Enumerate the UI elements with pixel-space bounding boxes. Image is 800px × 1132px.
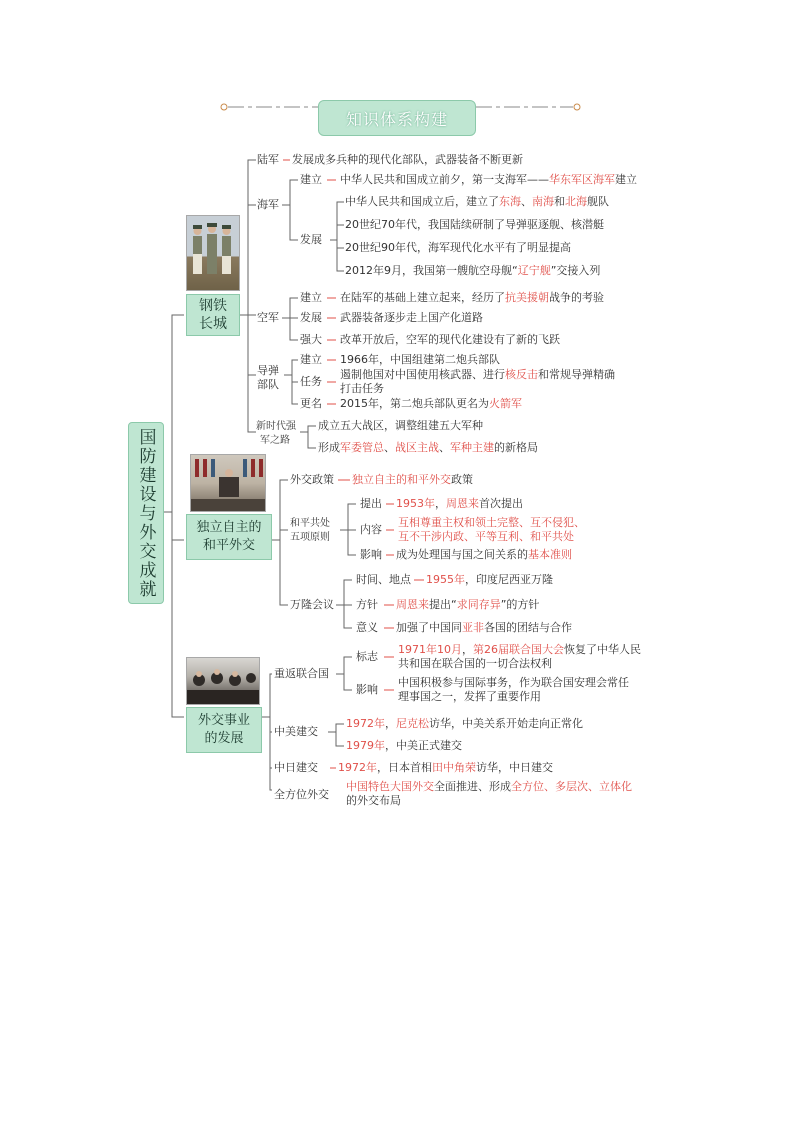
airforce-dev-label: 发展 [300,311,322,324]
navy-label: 海军 [257,198,279,211]
branch-node-great-wall [186,294,240,336]
root-label: 国防建设与外交成就 [135,427,156,599]
conference-photo [190,454,266,512]
all-round-text-2: 的外交布局 [346,794,401,807]
branch3-label-2: 的发展 [204,731,244,746]
airforce-build-label: 建立 [300,291,322,304]
root-node [128,422,164,604]
branch1-label: 钢铁长城 [199,298,227,332]
us-line-2: 1979年，中美正式建交 [346,739,462,752]
airforce-label: 空军 [257,311,279,324]
un-assembly-illustration [187,658,260,705]
us-label: 中美建交 [274,725,318,738]
navy-dev-1: 中华人民共和国成立后，建立了东海、南海和北海舰队 [345,195,609,208]
five-principles-label-1: 和平共处 [290,518,330,529]
airforce-strong-text: 改革开放后，空军的现代化建设有了新的飞跃 [340,333,560,346]
navy-dev-4: 2012年9月，我国第一艘航空母舰“辽宁舰”交接入列 [345,264,601,277]
navy-dev-3: 20世纪90年代，海军现代化水平有了明显提高 [345,241,571,254]
un-sign-text-2: 共和国在联合国的一切合法权利 [398,657,552,670]
newera-line-2: 形成军委管总、战区主战、军种主建的新格局 [318,441,538,454]
branch-node-peace-diplomacy [186,514,272,560]
five-effect-text: 成为处理国与国之间关系的基本准则 [396,548,572,561]
five-content-line-1: 互相尊重主权和领土完整、互不侵犯、 [398,516,585,529]
bandung-meaning-label: 意义 [356,621,378,634]
navy-dev-label: 发展 [300,233,322,246]
section-title: 知识体系构建 [318,100,476,136]
policy-text: 独立自主的和平外交政策 [352,473,473,486]
missile-task-text: 遏制他国对中国使用核武器、进行核反击和常规导弹精确 [340,368,615,381]
soldiers-photo [186,215,240,291]
missile-task-label: 任务 [300,375,322,388]
army-text: 发展成多兵种的现代化部队，武器装备不断更新 [292,153,523,166]
bandung-policy-label: 方针 [356,598,378,611]
bandung-policy-text: 周恩来提出“求同存异”的方针 [396,598,540,611]
airforce-build-text: 在陆军的基础上建立起来，经历了抗美援朝战争的考验 [340,291,604,304]
branch-node-diplomacy-development [186,707,262,753]
bandung-time-label: 时间、地点 [356,573,411,586]
missile-label-2: 部队 [257,378,279,391]
japan-label: 中日建交 [274,761,318,774]
five-effect-label: 影响 [360,548,382,561]
branch3-label-1: 外交事业 [197,713,250,728]
all-round-text: 中国特色大国外交全面推进、形成全方位、多层次、立体化 [346,780,632,793]
bandung-meaning-text: 加强了中国同亚非各国的团结与合作 [396,621,572,634]
five-principles-label-2: 五项原则 [290,532,330,543]
conference-illustration [191,455,266,512]
soldiers-illustration [187,216,240,291]
branch2-label-1: 独立自主的 [196,520,262,535]
policy-label: 外交政策 [290,473,334,486]
us-line-1: 1972年，尼克松访华，中美关系开始走向正常化 [346,717,583,730]
missile-build-label: 建立 [300,353,322,366]
missile-label-1: 导弹 [257,364,279,377]
un-assembly-photo [186,657,260,705]
navy-build-label: 建立 [300,173,322,186]
un-sign-label: 标志 [356,650,378,663]
un-effect-line-1: 中国积极参与国际事务，作为联合国安理会常任 [398,676,629,689]
airforce-strong-label: 强大 [300,333,322,346]
army-label: 陆军 [257,153,279,166]
bandung-time-text: 1955年，印度尼西亚万隆 [426,573,553,586]
airforce-dev-text: 武器装备逐步走上国产化道路 [340,311,483,324]
five-content-line-2: 互不干涉内政、平等互利、和平共处 [398,530,574,543]
newera-line-1: 成立五大战区，调整组建五大军种 [318,419,483,432]
missile-build-text: 1966年，中国组建第二炮兵部队 [340,353,500,366]
five-propose-text: 1953年，周恩来首次提出 [396,497,523,510]
navy-build-text: 中华人民共和国成立前夕，第一支海军——华东军区海军建立 [340,173,637,186]
un-effect-line-2: 理事国之一，发挥了重要作用 [398,690,541,703]
newera-label-2: 军之路 [260,435,290,446]
un-sign-text: 1971年10月，第26届联合国大会恢复了中华人民 [398,643,641,656]
five-content-label: 内容 [360,523,382,536]
japan-text: 1972年，日本首相田中角荣访华，中日建交 [338,761,553,774]
navy-dev-2: 20世纪70年代，我国陆续研制了导弹驱逐舰、核潜艇 [345,218,604,231]
missile-rename-text: 2015年，第二炮兵部队更名为火箭军 [340,397,522,410]
missile-task-text-2: 打击任务 [340,382,384,395]
branch2-label-2: 和平外交 [202,538,255,553]
bandung-label: 万隆会议 [290,598,334,611]
newera-label-1: 新时代强 [256,421,296,432]
five-propose-label: 提出 [360,497,382,510]
un-label: 重返联合国 [274,667,329,680]
all-round-label: 全方位外交 [274,788,329,801]
missile-rename-label: 更名 [300,397,322,410]
un-effect-label: 影响 [356,683,378,696]
